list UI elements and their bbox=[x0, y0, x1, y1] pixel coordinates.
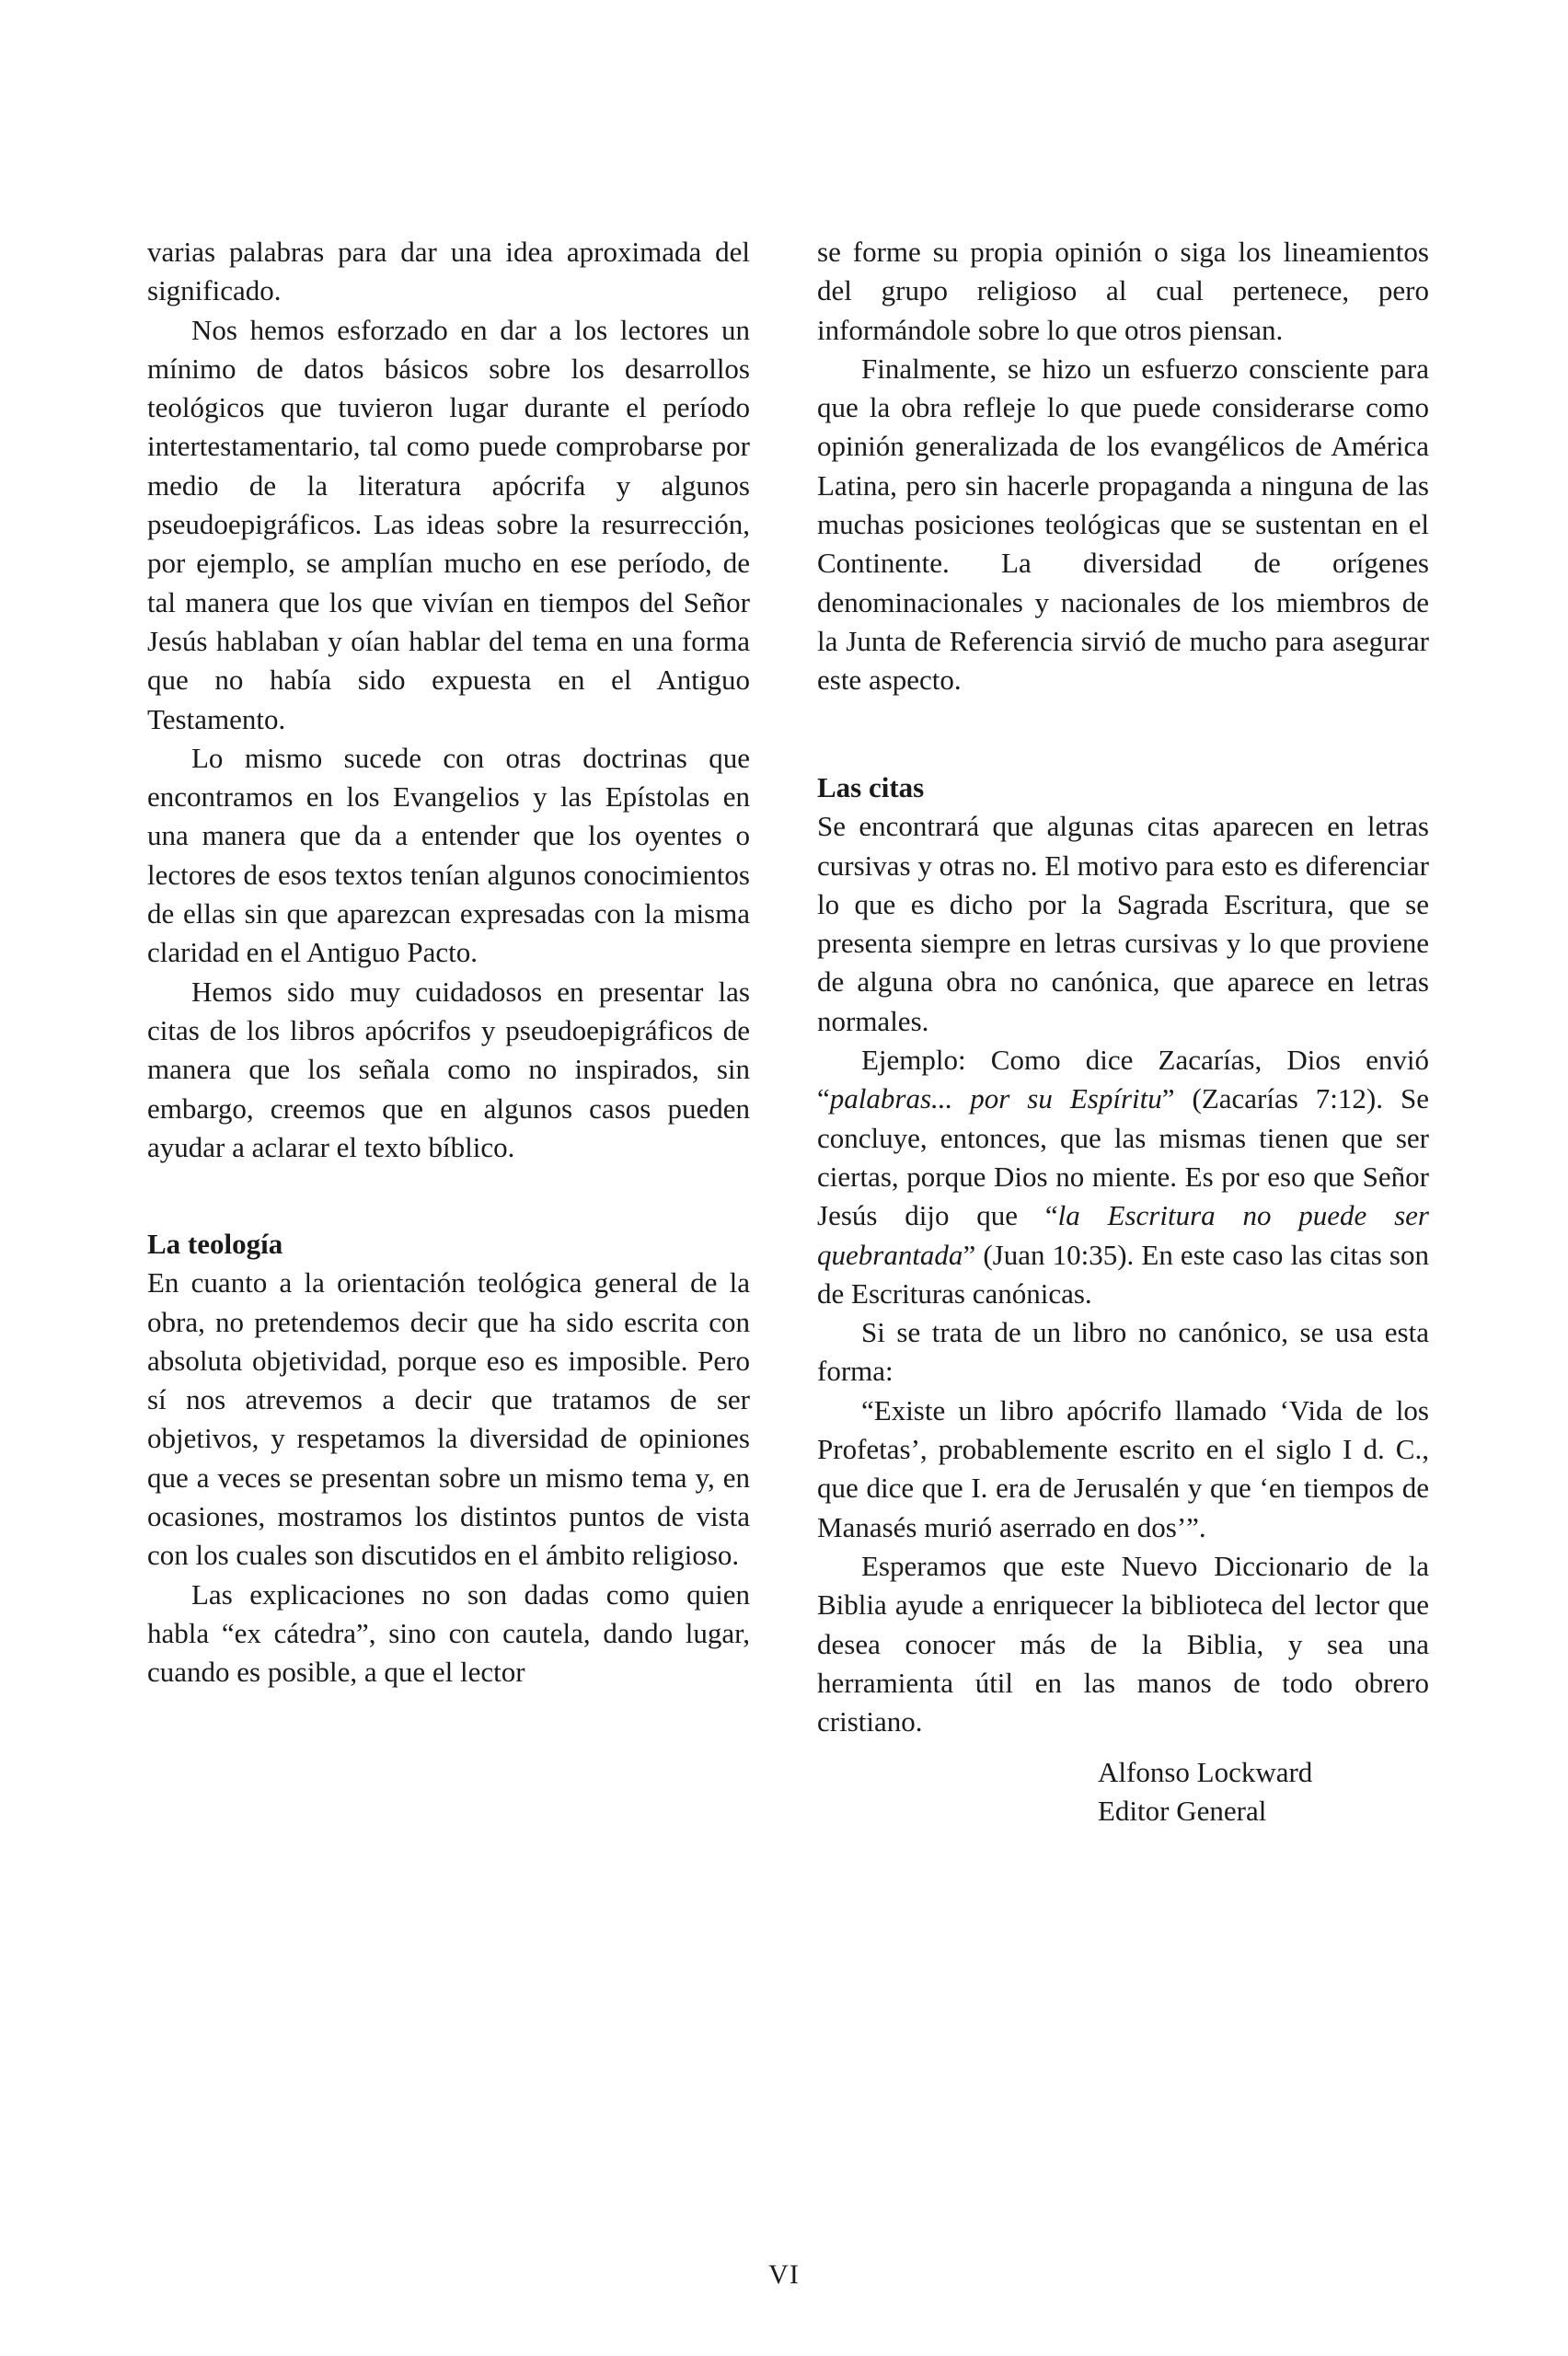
section-citas bbox=[817, 768, 1429, 1741]
page-number: VI bbox=[768, 2259, 800, 2290]
section-heading: Las citas bbox=[817, 771, 925, 803]
intro-continuation-block bbox=[817, 233, 1429, 700]
paragraph: Nos hemos esforzado en dar a los lectores un mínimo de datos básicos sobre los desarrollos teológicos que tuvieron lugar durante el período intertestamentario, tal como puede comprobarse por medio de la literatura apócrifa y algunos pseudoepigráficos. Las ideas sobre la resurrección, por ejemplo, se amplían mucho en ese período, de tal manera que los que vivían en tiempos del Señor Jesús hablaban y oían hablar del tema en una forma que no había sido expuesta en el Antiguo Testamento. bbox=[147, 313, 750, 735]
paragraph-quote: “Existe un libro apócrifo llamado ‘Vida de los Profetas’, probablemente escrito en el siglo I d. C., que dice que I. era de Jerusalén y que ‘en tiempos de Manasés murió aserrado en dos’”. bbox=[817, 1393, 1429, 1543]
paragraph: Hemos sido muy cuidadosos en presentar las citas de los libros apócrifos y pseudoepigráficos de manera que los señala como no inspirados, sin embargo, creemos que en algunos casos pueden ayudar a aclarar el texto bíblico. bbox=[147, 975, 750, 1163]
signature-name: Alfonso Lockward bbox=[1098, 1756, 1313, 1788]
signature-title: Editor General bbox=[1098, 1795, 1267, 1827]
text-run: ” (Juan 10:35). En este caso las citas son de Escrituras canónicas. bbox=[817, 1238, 1429, 1310]
paragraph: Lo mismo sucede con otras doctrinas que encontramos en los Evangelios y las Epístolas en una manera que da a entender que los oyentes o lectores de esos textos tenían algunos conocimientos de ellas sin que aparezcan expresadas con la misma claridad en el Antiguo Pacto. bbox=[147, 741, 750, 969]
text-run: Ejemplo: Como dice Zacarías, Dios envió “ bbox=[817, 1044, 1429, 1115]
text-run: ” (Zacarías 7:12). Se concluye, entonces, que las mismas tienen que ser ciertas, porque Dios no miente. Es por eso que Señor Jesús dijo que “ bbox=[817, 1082, 1429, 1232]
paragraph: Si se trata de un libro no canónico, se usa esta forma: bbox=[817, 1316, 1429, 1388]
right-column bbox=[817, 0, 1429, 2356]
signature bbox=[1098, 1753, 1312, 1831]
paragraph: Esperamos que este Nuevo Diccionario de la Biblia ayude a enriquecer la biblioteca del lector que desea conocer más de la Biblia, y sea una herramienta útil en las manos de todo obrero cristiano. bbox=[817, 1549, 1429, 1738]
paragraph: En cuanto a la orientación teológica general de la obra, no pretendemos decir que ha sido escrita con absoluta objetividad, porque eso es imposible. Pero sí nos atrevemos a decir que tratamos de ser objetivos, y respetamos la diversidad de opiniones que a veces se presentan sobre un mismo tema y, en ocasiones, mostramos los distintos puntos de vista con los cuales son discutidos en el ámbito religioso. bbox=[147, 1266, 750, 1572]
left-column bbox=[147, 0, 750, 2356]
paragraph: se forme su propia opinión o siga los lineamientos del grupo religioso al cual pertenece, pero informándole sobre lo que otros piensan. bbox=[817, 236, 1429, 346]
section-teologia bbox=[147, 1225, 750, 1692]
paragraph: Se encontrará que algunas citas aparecen en letras cursivas y otras no. El motivo para esto es diferenciar lo que es dicho por la Sagrada Escritura, que se presenta siempre en letras cursivas y lo que proviene de alguna obra no canónica, que aparece en letras normales. bbox=[817, 810, 1429, 1037]
scripture-quote: la Escritura no puede ser quebrantada bbox=[817, 1199, 1429, 1271]
paragraph: Finalmente, se hizo un esfuerzo consciente para que la obra refleje lo que puede considerarse como opinión generalizada de los evangélicos de América Latina, pero sin hacerle propaganda a ninguna de las muchas posiciones teológicas que se sustentan en el Continente. La diversidad de orígenes denominacionales y nacionales de los miembros de la Junta de Referencia sirvió de mucho para asegurar este aspecto. bbox=[817, 352, 1429, 697]
intro-continuation-block bbox=[147, 233, 750, 1167]
paragraph-example bbox=[817, 1041, 1429, 1313]
scripture-quote: palabras... por su Espíritu bbox=[829, 1082, 1162, 1115]
section-heading: La teología bbox=[147, 1228, 283, 1260]
paragraph: varias palabras para dar una idea aproximada del significado. bbox=[147, 236, 750, 307]
paragraph: Las explicaciones no son dadas como quien habla “ex cátedra”, sino con cautela, dando lugar, cuando es posible, a que el lector bbox=[147, 1577, 750, 1689]
